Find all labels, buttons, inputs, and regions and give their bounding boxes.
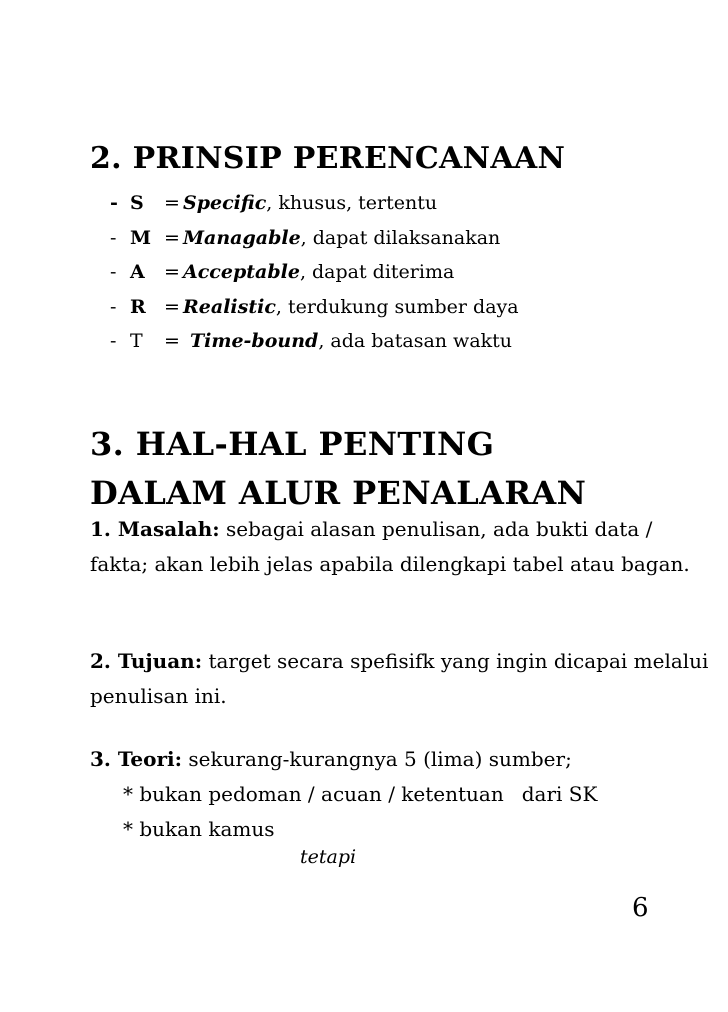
point-text: sebagai alasan penulisan, ada bukti data / fakta; akan lebih jelas apabila dilengkapi tabel atau bagan. <box>90 517 690 576</box>
section-3-heading <box>90 420 586 518</box>
smart-desc: , dapat dilaksanakan <box>300 226 501 249</box>
smart-item-r <box>110 290 519 325</box>
page-number: 6 <box>632 893 649 923</box>
smart-dash: - <box>110 192 118 214</box>
smart-equals: = <box>164 295 180 318</box>
section-3-heading-line1: 3. HAL-HAL PENTING <box>90 425 495 463</box>
smart-term: Time-bound <box>190 330 319 352</box>
smart-term: Managable <box>183 226 301 249</box>
smart-equals: = <box>164 192 180 214</box>
point-label: 1. Masalah: <box>90 517 220 541</box>
smart-item-s <box>110 186 519 221</box>
point-text: sekurang-kurangnya 5 (lima) sumber; <box>182 747 572 771</box>
smart-equals: = <box>164 261 180 283</box>
point-text: target secara spefisifk yang ingin dicapai melalui penulisan ini. <box>90 649 709 708</box>
smart-dash: - <box>110 330 117 352</box>
smart-letter: T <box>130 330 143 352</box>
sub-item-text-end: dari SK <box>521 782 598 806</box>
section-3-heading-line2: DALAM ALUR PENALARAN <box>90 474 587 512</box>
smart-desc: , khusus, tertentu <box>266 192 438 214</box>
point-tujuan <box>90 644 710 714</box>
smart-principles-list <box>110 186 519 359</box>
point-label: 2. Tujuan: <box>90 649 203 673</box>
teori-sub-item-2: * bukan kamus <box>123 817 275 841</box>
smart-equals: = <box>164 226 180 249</box>
smart-item-a <box>110 255 519 290</box>
smart-desc: , ada batasan waktu <box>318 330 513 352</box>
smart-letter: R <box>130 295 146 318</box>
smart-term: Specific <box>183 192 267 214</box>
smart-dash: - <box>110 261 117 283</box>
smart-letter: S <box>130 192 144 214</box>
smart-equals: = <box>164 330 180 352</box>
smart-item-m <box>110 221 519 256</box>
smart-letter: A <box>130 261 145 283</box>
smart-dash: - <box>110 226 117 249</box>
smart-desc: , dapat diterima <box>299 261 455 283</box>
smart-desc: , terdukung sumber daya <box>275 295 519 318</box>
point-teori <box>90 742 710 847</box>
sub-item-text: * bukan pedoman / acuan / ketentuan <box>123 782 504 806</box>
teori-sub-item-1 <box>90 777 710 812</box>
smart-item-t <box>110 324 519 359</box>
point-masalah <box>90 512 710 582</box>
smart-dash: - <box>110 295 117 318</box>
smart-term: Realistic <box>183 295 276 318</box>
tetapi-note: tetapi <box>300 846 357 868</box>
point-label: 3. Teori: <box>90 747 183 771</box>
smart-term: Acceptable <box>183 261 300 283</box>
smart-letter: M <box>130 226 152 249</box>
section-2-heading: 2. PRINSIP PERENCANAAN <box>90 141 566 176</box>
